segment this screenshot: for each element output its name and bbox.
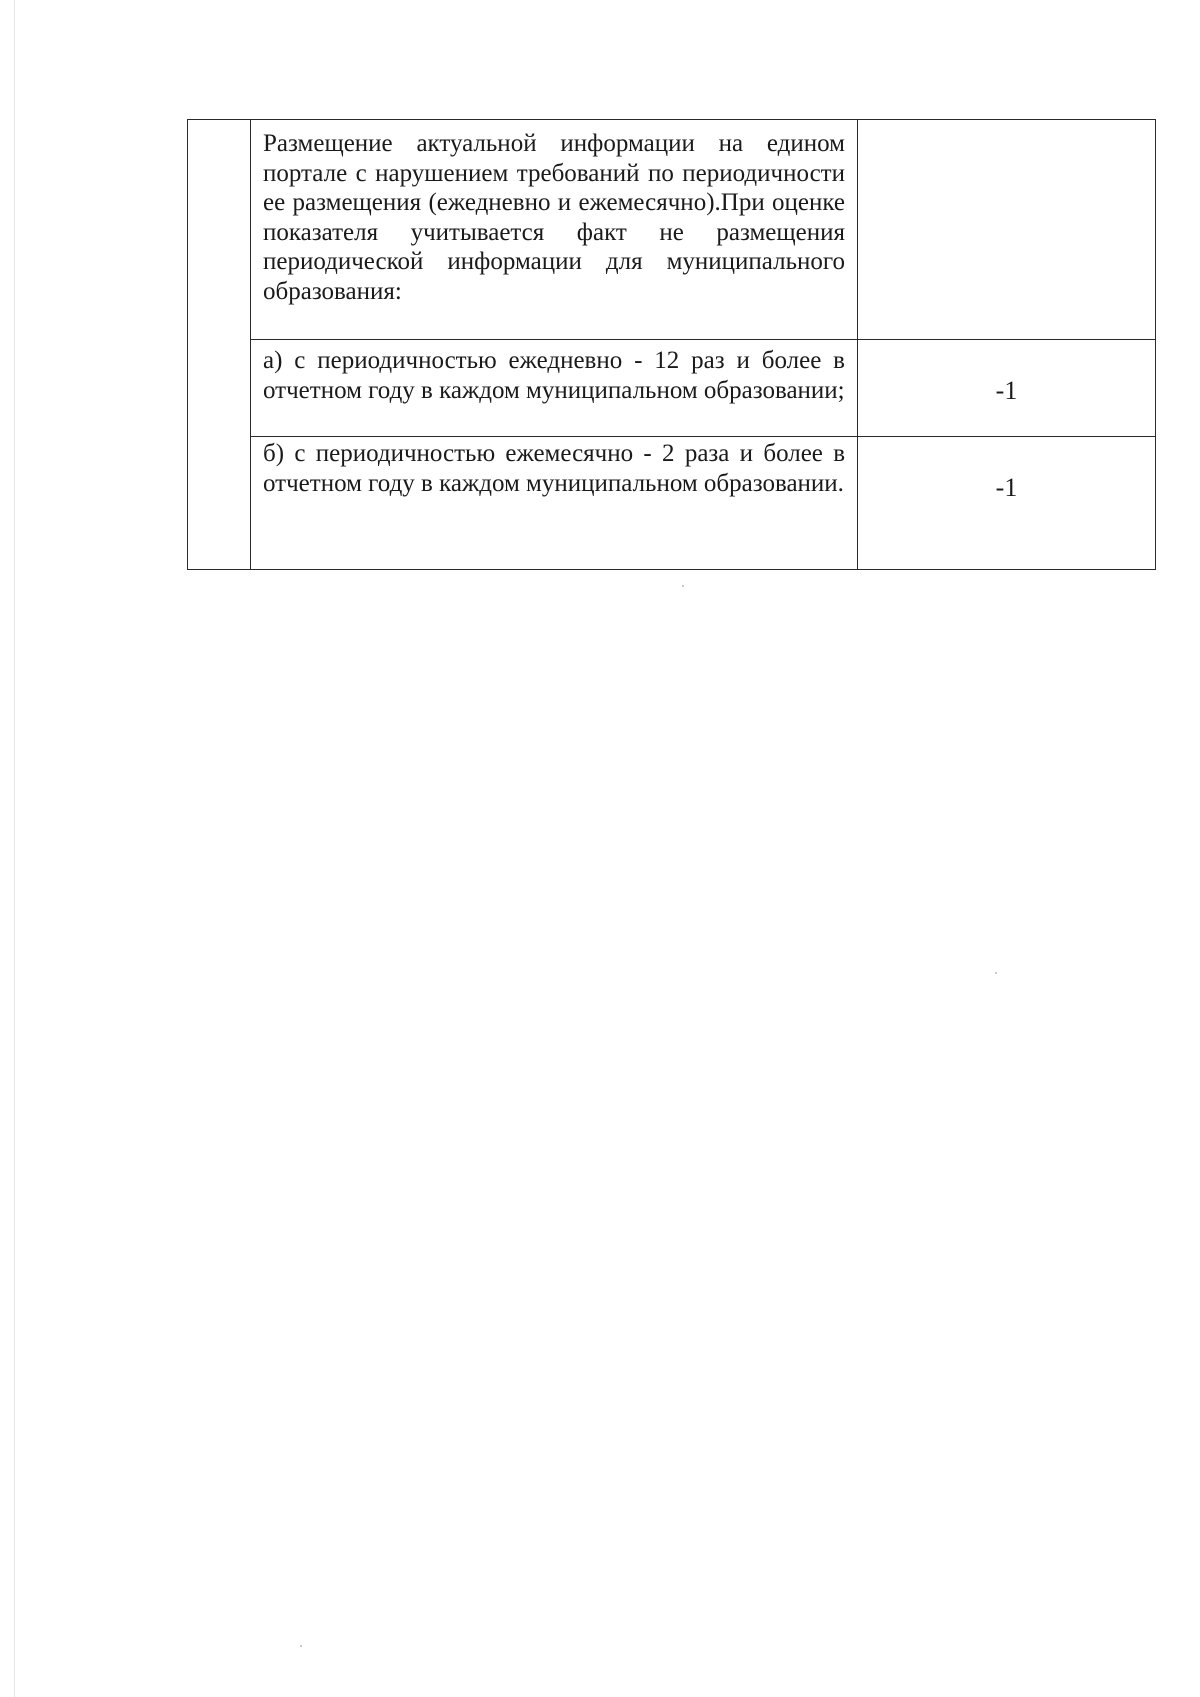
row-number-cell	[188, 120, 251, 570]
score-value: -1	[995, 376, 1018, 405]
criterion-daily: а) с периодичностью ежедневно - 12 раз и более в отчетном году в каждом муниципальном образовании;	[263, 347, 845, 404]
score-cell	[858, 340, 1156, 437]
table-row	[188, 437, 1156, 570]
criterion-daily-cell	[251, 340, 858, 437]
score-cell	[858, 437, 1156, 570]
table-row	[188, 120, 1156, 340]
criterion-monthly: б) с периодичностью ежемесячно - 2 раза и более в отчетном году в каждом муниципальном образовании.	[263, 440, 845, 497]
table-row	[188, 340, 1156, 437]
scan-edge-line	[14, 0, 15, 1697]
score-value: -1	[995, 473, 1018, 502]
scan-speck	[300, 1645, 302, 1647]
scan-speck	[995, 972, 997, 974]
criterion-description-cell	[251, 120, 858, 340]
criterion-monthly-cell	[251, 437, 858, 570]
criteria-table	[187, 119, 1156, 570]
scan-speck	[682, 585, 684, 587]
criterion-description: Размещение актуальной информации на едином портале с нарушением требований по периодичности ее размещения (ежедневно и ежемесячно).При оценке показателя учитывается факт не размещения периодической информации для муниципального образования:	[263, 130, 845, 305]
score-cell	[858, 120, 1156, 340]
